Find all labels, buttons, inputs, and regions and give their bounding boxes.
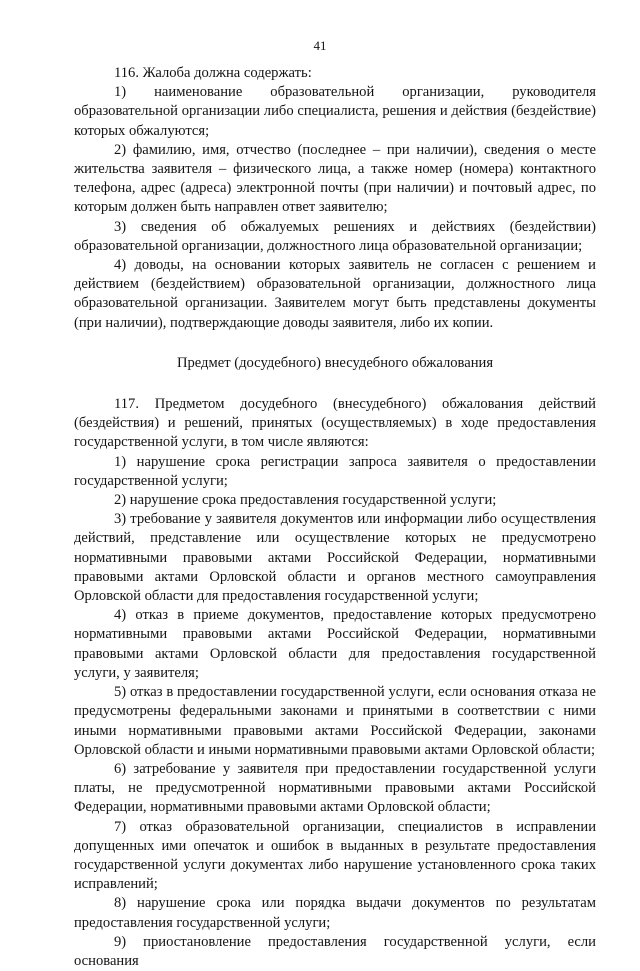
section-117-item-3: 3) требование у заявителя документов или информации либо осуществления действий, представление или осуществление которых не предусмотрено нормативными правовыми актами Российской Федерации, нормативными правовыми актами Орловской области и органов местного самоуправления Орловской области для предоставления государственной услуги; [74,511,596,605]
section-117-item-7: 7) отказ образовательной организации, специалистов в исправлении допущенных ими опечаток и ошибок в выданных в результате предоставления государственной услуги документах либо нарушение установленного срока таких исправлений; [74,818,596,893]
section-116-item-2: 2) фамилию, имя, отчество (последнее – при наличии), сведения о месте жительства заявителя – физического лица, а также номер (номера) контактного телефона, адрес (адреса) электронной почты (при наличии) и почтовый адрес, по которым должен быть направлен ответ заявителю; [74,141,596,216]
section-117-item-5: 5) отказ в предоставлении государственной услуги, если основания отказа не предусмотрены федеральными законами и принятыми в соответствии с ними иными нормативными правовыми актами Российской Федерации, законами Орловской области и иными нормативными правовыми актами Орловской области; [74,684,596,758]
section-117-item-8: 8) нарушение срока или порядка выдачи документов по результатам предоставления государственной услуги; [74,895,596,931]
section-117-item-2: 2) нарушение срока предоставления государственной услуги; [114,492,497,509]
section-117-item-4: 4) отказ в приеме документов, предоставление которых предусмотрено нормативными правовыми актами Российской Федерации, нормативными правовыми актами Орловской области для предоставления государственной услуги, у заявителя; [74,607,596,681]
section-116-item-4: 4) доводы, на основании которых заявитель не согласен с решением и действием (бездействием) образовательной организации, должностного лица образовательной организации. Заявителем могут быть представлены документы (при наличии), подтверждающие доводы заявителя, либо их копии. [74,257,596,331]
section-117-item-1: 1) нарушение срока регистрации запроса заявителя о предоставлении государственной услуги; [74,453,596,489]
section-117-item-6: 6) затребование у заявителя при предоставлении государственной услуги платы, не предусмотренной нормативными правовыми актами Российской Федерации, нормативными правовыми актами Орловской области; [74,760,596,816]
section-heading: Предмет (досудебного) внесудебного обжалования [176,354,494,371]
section-117-item-9: 9) приостановление предоставления государственной услуги, если основания [74,933,596,969]
section-116-item-1: 1) наименование образовательной организации, руководителя образовательной организации либо специалиста, решения и действия (бездействие) которых обжалуются; [74,84,596,139]
document-body [74,64,596,971]
section-117-intro: 117. Предметом досудебного (внесудебного) обжалования действий (бездействия) и решений, принятых (осуществляемых) в ходе предоставления государственной услуги, в том числе являются: [74,396,596,451]
page-number: 41 [313,38,327,53]
section-116-item-3: 3) сведения об обжалуемых решениях и действиях (бездействии) образовательной организации, должностного лица образовательной организации; [74,218,596,254]
section-116-intro: 116. Жалоба должна содержать: [114,65,312,81]
